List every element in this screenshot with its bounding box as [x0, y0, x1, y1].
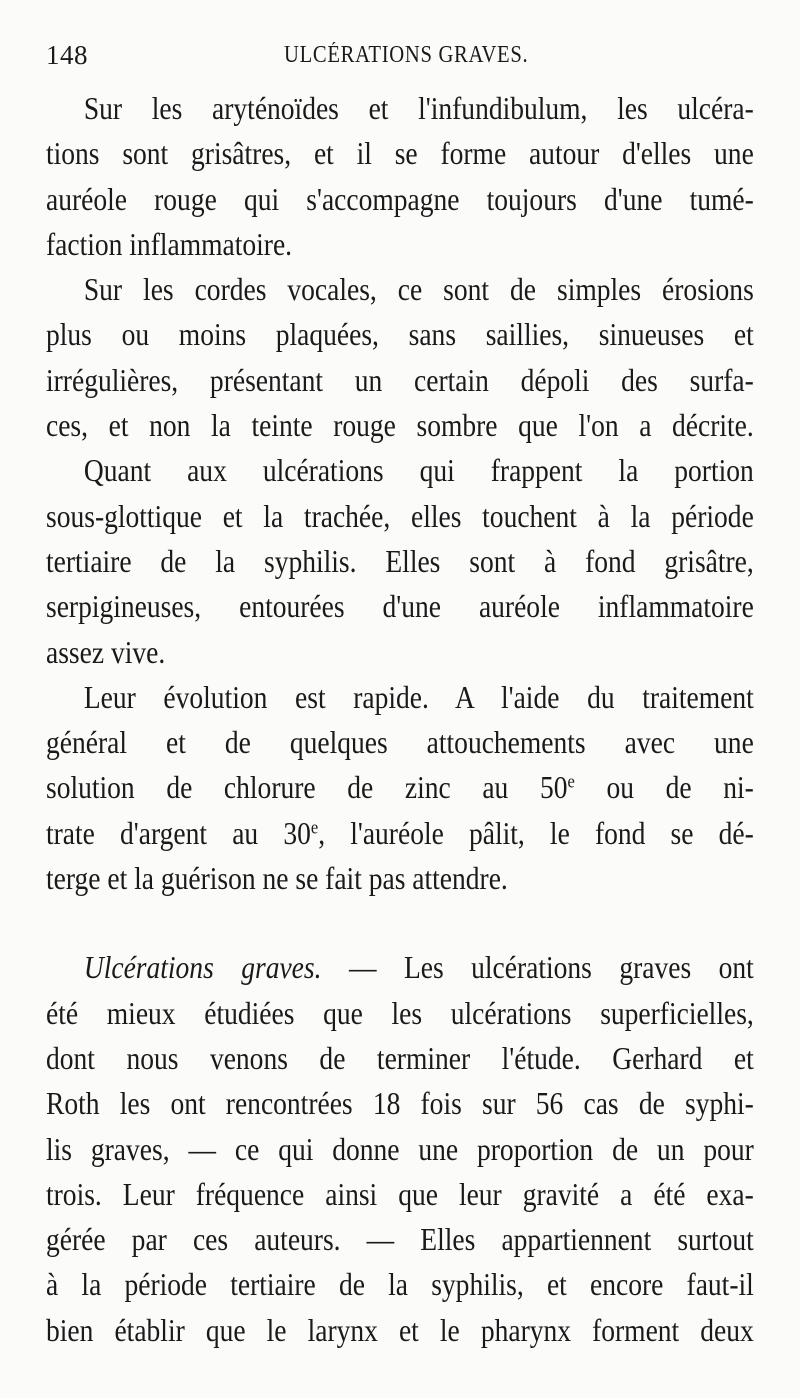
text-line: général et de quelques attouchements avec une: [46, 724, 754, 761]
text-line: ces, et non la teinte rouge sombre que l'on a décrite.: [46, 407, 754, 444]
paragraph-cordes-vocales: [46, 267, 754, 448]
running-title: ULCÉRATIONS GRAVES.: [284, 42, 529, 68]
text-line: sous-glottique et la trachée, elles touchent à la période: [46, 497, 754, 534]
text-line: plus ou moins plaquées, sans saillies, sinueuses et: [46, 316, 754, 353]
page-number: 148: [46, 40, 88, 70]
text-line: gérée par ces auteurs. — Elles appartiennent surtout: [46, 1221, 754, 1258]
text-line: Quant aux ulcérations qui frappent la portion: [83, 452, 754, 489]
text-line: [46, 811, 754, 856]
text-line: trois. Leur fréquence ainsi que leur gravité a été exa-: [46, 1175, 754, 1212]
text-line: terge et la guérison ne se fait pas attendre.: [46, 860, 508, 897]
body-text: [46, 86, 754, 1353]
text-line: faction inflammatoire.: [46, 225, 293, 262]
page-header: [46, 30, 766, 76]
text-line: [46, 945, 754, 990]
text-line: dont nous venons de terminer l'étude. Gerhard et: [46, 1039, 754, 1076]
section-ulcerations-graves: [46, 945, 754, 1353]
text-line: tertiaire de la syphilis. Elles sont à fond grisâtre,: [46, 542, 754, 579]
superscript: e: [310, 817, 319, 839]
text-fragment: trate d'argent au 30: [46, 814, 311, 851]
text-line: [46, 765, 754, 810]
paragraph-aryténoïdes: [46, 86, 754, 267]
section-spacer: [46, 901, 754, 945]
text-line: Roth les ont rencontrées 18 fois sur 56 cas de syphi-: [46, 1085, 754, 1122]
superscript: e: [567, 771, 575, 793]
text-line: à la période tertiaire de la syphilis, et encore faut-il: [46, 1266, 754, 1303]
section-heading: Ulcérations graves.: [83, 949, 322, 986]
text-line: serpigineuses, entourées d'une auréole inflammatoire: [46, 588, 754, 625]
paragraph-sous-glottique: [46, 448, 754, 674]
text-line: été mieux étudiées que les ulcérations superficielles,: [46, 994, 754, 1031]
text-fragment: — Les ulcérations graves ont: [321, 949, 754, 986]
text-fragment: , l'auréole pâlit, le fond se dé-: [318, 814, 754, 851]
text-line: tions sont grisâtres, et il se forme autour d'elles une: [46, 135, 754, 172]
text-line: bien établir que le larynx et le pharynx forment deux: [46, 1311, 754, 1348]
text-fragment: ou de ni-: [574, 769, 754, 806]
text-line: assez vive.: [46, 633, 166, 670]
text-line: Sur les aryténoïdes et l'infundibulum, les ulcéra-: [83, 90, 754, 126]
text-line: auréole rouge qui s'accompagne toujours d'une tumé-: [46, 180, 754, 217]
text-line: irrégulières, présentant un certain dépoli des surfa-: [46, 361, 754, 398]
text-fragment: solution de chlorure de zinc au 50: [46, 769, 568, 806]
text-line: lis graves, — ce qui donne une proportion de un pour: [46, 1130, 754, 1167]
text-line: Leur évolution est rapide. A l'aide du traitement: [83, 678, 754, 715]
text-line: Sur les cordes vocales, ce sont de simples érosions: [83, 271, 754, 308]
paragraph-evolution: [46, 675, 754, 901]
